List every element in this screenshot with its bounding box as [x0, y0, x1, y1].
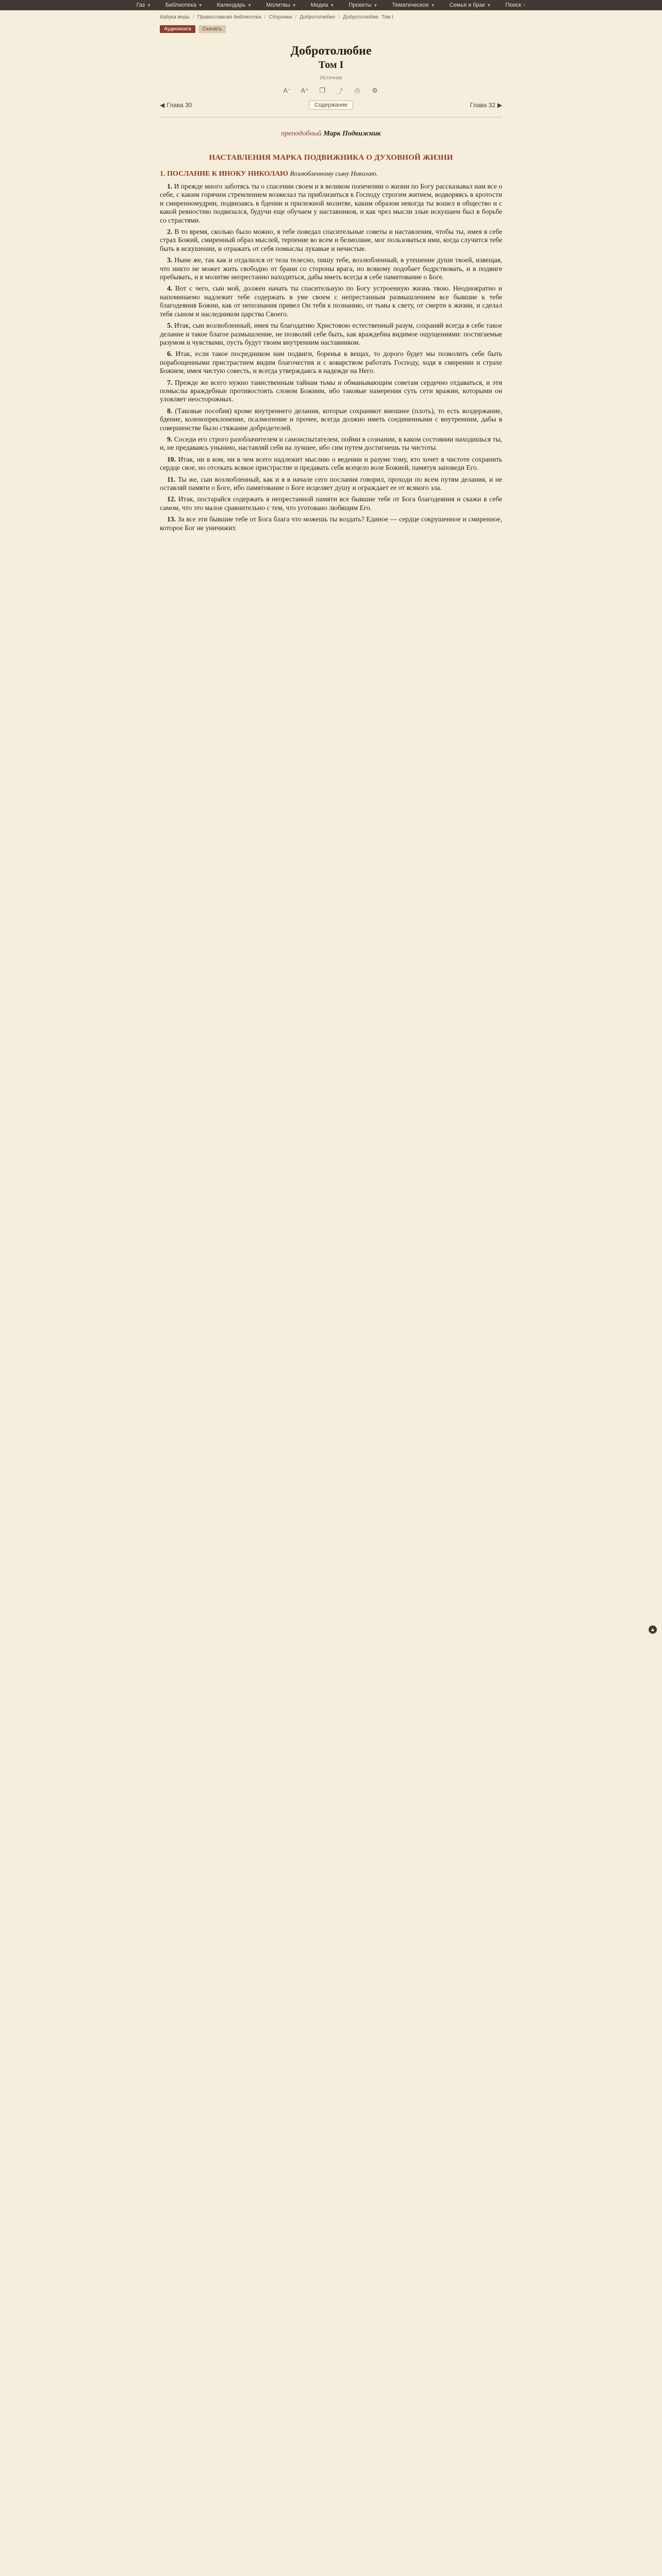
chapter-navigation — [160, 100, 502, 110]
paragraph: 10. Итак, ни в ком, ни в чем всего надлежит мыслию о ведении и разуме тому, кто хочет в чистоте сохранить сердце свое, но отсекать всякое пристрастие и предавать себя всецело воле Божией, памятуя заповеди Его. — [160, 455, 502, 472]
font-decrease-icon[interactable]: A⁻ — [283, 87, 291, 94]
paragraph: 4. Вот с чего, сын мой, должен начать ты спасительную по Богу устроенную жизнь твою. Неоднократно и напоминаемо надлежит тебе содержать в уме своем с непрестанным размышлением все бывшие к тебе благодеяния Божии, как от непознания привел Он тебя к познанию, от тьмы к свету, от смерти к жизни, и сделал тебя сыном и наследником царства Своего. — [160, 284, 502, 318]
chevron-down-icon: ▼ — [247, 3, 252, 8]
nav-item-9[interactable]: Поиск ⌕ — [505, 2, 526, 8]
breadcrumb-item[interactable]: Азбука веры — [160, 14, 190, 20]
breadcrumb-item[interactable]: Добротолюбие. Том I — [343, 14, 394, 20]
nav-item-6[interactable]: Проекты ▼ — [349, 2, 378, 8]
chevron-down-icon: ▼ — [431, 3, 435, 8]
chevron-down-icon: ▼ — [292, 3, 296, 8]
tag-row — [160, 25, 502, 33]
book-header — [160, 44, 502, 81]
nav-item-4[interactable]: Молитвы ▼ — [266, 2, 296, 8]
chevron-down-icon: ▼ — [198, 3, 203, 8]
download-tag[interactable]: Скачать — [198, 25, 226, 33]
settings-icon[interactable]: ⚙ — [372, 87, 378, 94]
breadcrumb-item[interactable]: Православная библиотека — [197, 14, 261, 20]
nav-item-8[interactable]: Семья и брак ▼ — [449, 2, 491, 8]
paragraph: 8. (Таковые пособия) кроме внутреннего делания, которые сохраняют внешнее (плоть), то есть воздержание, бдение, коленопреклонение, псалмопение и прочее, всегда должно иметь соединенными с внутренним, дабы в совершенстве было стяжание добродетелей. — [160, 406, 502, 432]
paragraph: 2. В то время, сколько было можно, я тебе поведал спасительные советы и наставления, чтобы ты, имея в себе страх Божий, смиренный образ мыслей, терпение во всем и безмолвие, мог пользоваться ими, когда случится тебе быть в искушении, и отражать от себя помыслы лукавые и нечистые. — [160, 228, 502, 252]
chevron-down-icon: ▼ — [373, 3, 378, 8]
paragraph: 1. И прежде много заботясь ты о спасении своем и в великом попечении о жизни по Богу рассказывал нам все о себе, с каким горячим стремлением возжелал ты приблизиться к Господу строгим житием, водворяясь в кротости и смиренномудрии, подвизаясь в бдении и прилежной молитве, каким образом некогда ты вошел в общество и с какой ревностию подвизался, будучи еще обучаем у наставников, и как чрез мысли злые искушаем был в борьбе со страстями. — [160, 182, 502, 224]
section-title: НАСТАВЛЕНИЯ МАРКА ПОДВИЖНИКА О ДУХОВНОЙ ЖИЗНИ — [209, 154, 453, 162]
audiobook-tag[interactable]: Аудиокнига — [160, 25, 195, 33]
contents-select[interactable]: Содержание — [309, 100, 353, 110]
author-name[interactable]: Марк Подвижник — [323, 130, 381, 138]
volume-title: Том I — [318, 59, 344, 71]
author-line: преподобный Марк Подвижник — [281, 130, 381, 138]
content-column — [160, 10, 502, 532]
page-title: Добротолюбие — [290, 44, 372, 58]
nav-item-3[interactable]: Календарь ▼ — [217, 2, 252, 8]
subsection-title: 1. ПОСЛАНИЕ К ИНОКУ НИКОЛАЮ Возлюбленному сыну Николаю. — [160, 170, 378, 178]
breadcrumb: Азбука веры / Православная библиотека / Сборники / Добротолюбие / Добротолюбие. Том I — [160, 14, 394, 20]
nav-item-2[interactable]: Библиотека ▼ — [165, 2, 203, 8]
chevron-down-icon: ▼ — [146, 3, 151, 8]
breadcrumb-item[interactable]: Добротолюбие — [300, 14, 336, 20]
chevron-left-icon: ◀ — [160, 101, 165, 109]
breadcrumb-item[interactable]: Сборники — [269, 14, 292, 20]
bookmark-icon[interactable]: ❐ — [319, 87, 325, 94]
source-link[interactable]: Источник — [320, 75, 342, 81]
nav-item-5[interactable]: Медиа ▼ — [310, 2, 335, 8]
paragraph: 13. За все эти бывшие тебе от Бога блага что можешь ты воздать? Единое — сердце сокрушенное и смиренное, которое Бог не уничижит. — [160, 515, 502, 532]
prev-chapter-link[interactable]: ◀ Глава 30 — [160, 101, 192, 109]
nav-item-1[interactable]: Газ ▼ — [136, 2, 151, 8]
reading-toolbar — [160, 86, 502, 95]
text-body — [160, 182, 502, 532]
top-navigation — [0, 0, 662, 10]
paragraph: 7. Прежде же всего нужно таинственным тайнам тьмы и обманывающим советам сердечно отдаваться, и эти помыслы враждебные противостоять словом Божиим, ибо таковые намерения суть сети вражии, которыми он уловляет неосторожных. — [160, 378, 502, 403]
chevron-down-icon: ▼ — [487, 3, 491, 8]
search-icon: ⌕ — [523, 3, 526, 7]
paragraph: 5. Итак, сын возлюбленный, имея ты благодатию Христовою естественный разум, сохраняй всегда в себе такое делание и такое благое размышление, не позволяй себе быть, как враждебна видимое ощущениями: постигаемые разумом и чувствами, пусть будут твоим внутренним наставником. — [160, 321, 502, 346]
paragraph: 3. Ныне же, так как и отдалился от тела телесно, пишу тебе, возлюбленный, в утешение души твоей, извещая, что никто не может жить свободно от брани со стороны врага, но всякому подобает бодрствовать, и в подвиге пребывать, и в молитве непрестанно находиться, дабы иметь всегда в себе памятование о Боге. — [160, 256, 502, 281]
nav-item-7[interactable]: Тематическое ▼ — [392, 2, 435, 8]
font-increase-icon[interactable]: A⁺ — [301, 87, 309, 94]
share-icon[interactable]: ⤴ — [336, 87, 343, 95]
print-icon[interactable]: ⎙ — [354, 87, 360, 94]
paragraph: 9. Соседи его строго разоблачителем и самоиспытателем, пойми в сознании, в каком состоянии находишься ты, и, не предаваясь унынию, наставляй себя на лучшее, ибо сим путем достигнешь ты чистоты. — [160, 435, 502, 452]
chevron-down-icon: ▼ — [330, 3, 335, 8]
paragraph: 12. Итак, постарайся содержать в непрестанной памяти все бывшие тебе от Бога благодеяния и скажи в себе самом, что это малое сравнительно с тем, что уготовано любящим Его. — [160, 495, 502, 512]
paragraph: 11. Ты же, сын возлюбленный, как и я в начале сего послания говорил, проходи по всем путям делания, и не оставляй памяти о Боге, ибо памятование о Боге исцеляет душу и ограждает ее от всякого зла. — [160, 475, 502, 492]
next-chapter-link[interactable]: Глава 32 ▶ — [470, 101, 502, 109]
scroll-top-icon[interactable]: ▲ — [649, 1625, 657, 1634]
paragraph: 6. Итак, если такое посредником нам подвиги, боренья в вещах, то дорого будет мы позволить себе быть порабощенными пристрастием видим благочестия и с коварством работать Господу, ходя в смирении и страхе Божием, имея чистую совесть, и всегда утверждаясь в надежде на Него. — [160, 350, 502, 375]
chevron-right-icon: ▶ — [497, 101, 502, 109]
